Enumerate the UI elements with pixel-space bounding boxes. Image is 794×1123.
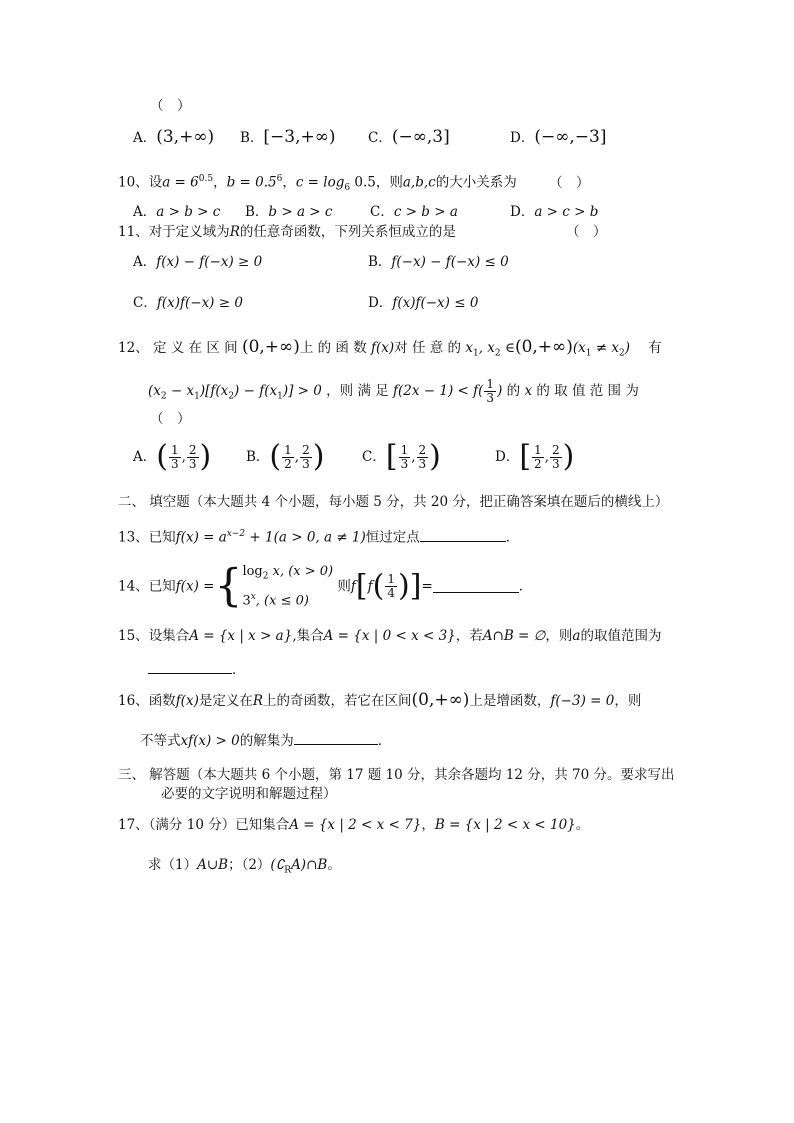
q11-option-b: B．f(−x) − f(−x) ≤ 0: [368, 254, 509, 270]
q11-option-c: C．f(x)f(−x) ≥ 0: [133, 295, 243, 311]
q9-option-b: B．[−3,+∞): [240, 127, 336, 147]
q14-answer-blank[interactable]: [433, 580, 519, 593]
q14-piecewise: $\log_2 x$, (x > 0) 3$^x$, (x ≤ 0): [242, 564, 334, 608]
section-3-heading-line2: 必要的文字说明和解题过程）: [161, 786, 337, 802]
q13-stem: 13、已知$f(x) = a^{x-2} + 1(a > 0$, a ≠ 1)恒过定点 ．: [118, 529, 520, 546]
section-3-heading-line1: 三、 解答题（本大题共 6 个小题，第 17 题 10 分，其余各题均 12 分，共 70 分。要求写出: [118, 767, 675, 783]
q15-stem: 15、设集合A = {x | x > a},集合A = {x | 0 < x < 3}，若A∩B = ∅，则a的取值范围为: [118, 628, 662, 644]
q10-option-c: C．c > b > a: [370, 204, 458, 220]
q9-option-c: C．(−∞,3]: [368, 127, 450, 147]
q11-option-a: A．f(x) − f(−x) ≥ 0: [133, 254, 263, 270]
q10-option-b: B．b > a > c: [245, 204, 333, 220]
q9-option-a: A．(3,+∞): [133, 127, 215, 147]
q13-answer-blank[interactable]: [420, 529, 506, 542]
q15-answer-blank[interactable]: [148, 661, 232, 674]
q11-stem: 11、对于定义域为R的任意奇函数，下列关系恒成立的是: [118, 224, 456, 240]
q12-option-c: C．[ $\frac{1}{3}$ , $\frac{2}{3}$ ): [362, 439, 441, 474]
section-2-heading: 二、 填空题（本大题共 4 个小题，每小题 5 分，共 20 分，把正确答案填在题后的横线上）: [118, 494, 669, 510]
q12-paren: （ ）: [150, 411, 191, 427]
q11-option-d: D．f(x)f(−x) ≤ 0: [368, 295, 479, 311]
q12-stem-line2: $(x_2 - x_1)[f(x_2) - f(x_1)] > 0$ ，则 满 足 f(2x − 1) < f( $\frac{1}{3}$ ) 的 x 的 取 值 范 围 为: [148, 377, 639, 405]
q17-stem: 17、（满分 10 分）已知集合A = {x | 2 < x < 7}，B = {x | 2 < x < 10}。: [118, 817, 590, 833]
q11-paren: （ ）: [566, 224, 607, 240]
q10-stem: 10、设$a = 6^{0.5}$，$b = 0.5^6$，$c = \log_6 0.5$，则a,b,c的大小关系为 （ ）: [118, 174, 590, 194]
q12-option-b: B．( $\frac{1}{2}$ , $\frac{2}{3}$ ): [246, 439, 325, 474]
q17-ask: 求（1）A∪B；$(2)(∁_RA)\cap B$。: [148, 857, 341, 876]
q12-option-a: A．( $\frac{1}{3}$ , $\frac{2}{3}$ ): [133, 439, 212, 474]
q16-answer-blank[interactable]: [294, 732, 378, 745]
q9-option-d: D．(−∞,−3]: [510, 127, 607, 147]
q16-stem-line1: 16、函数f(x)是定义在R上的奇函数，若它在区间(0,+∞)上是增函数，f(−3) = 0，则: [118, 690, 642, 710]
q12-stem-line1: 12、 定 义 在 区 间 (0,+∞)上 的 函 数 f(x)对 任 意 的 $x_1$, $x_2$ $\in(0,+\infty)(x_1 \ne x_2)$ 有: [118, 337, 662, 359]
q10-option-d: D．a > c > b: [510, 204, 599, 220]
q14-stem: 14、已知f(x) ={ $\log_2 x$, (x > 0) 3$^x$, (x ≤ 0) 则f[f( $\frac{1}{4}$ )]= ．: [118, 560, 533, 612]
q12-fraction: $\frac{1}{3}$: [486, 377, 495, 405]
q15-answer-line: ．: [148, 661, 246, 679]
q12-option-d: D．[ $\frac{1}{2}$ , $\frac{2}{3}$ ): [495, 439, 575, 474]
q16-stem-line2: 不等式xf(x) > 0的解集为 ．: [140, 733, 392, 749]
q9-paren: （ ）: [150, 98, 191, 114]
q10-option-a: A．a > b > c: [133, 204, 221, 220]
